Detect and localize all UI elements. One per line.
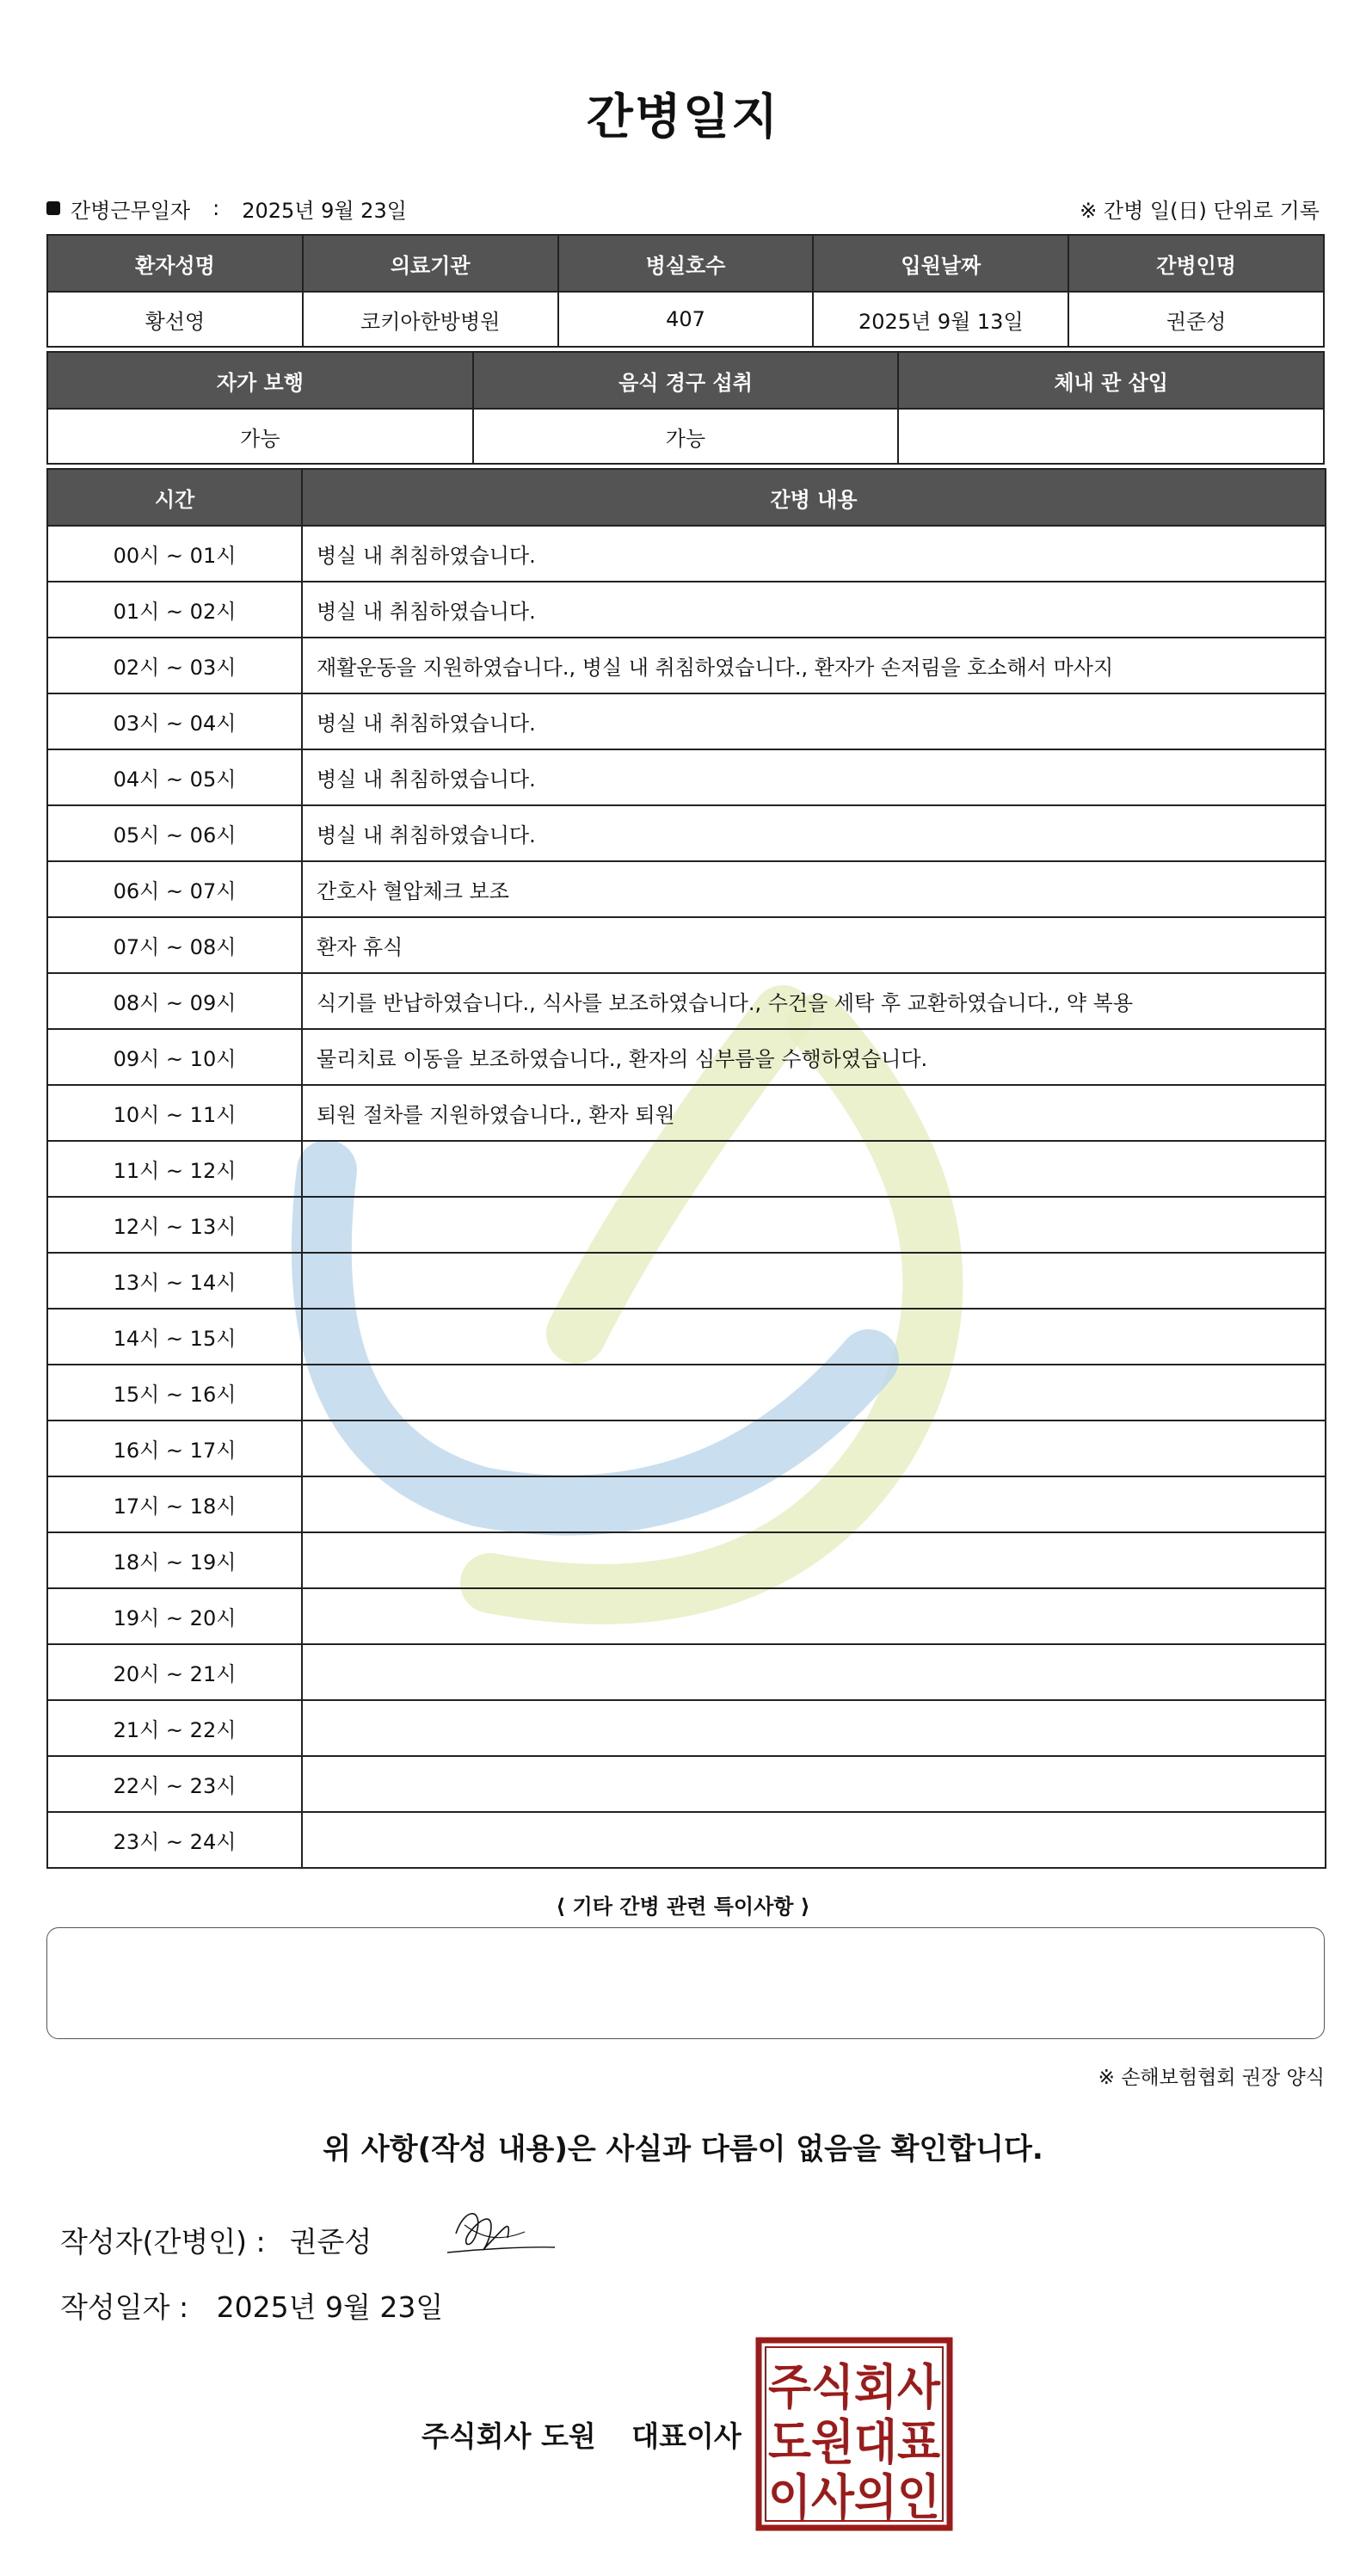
care-log-row xyxy=(47,1700,1326,1756)
care-log-content: 병실 내 취침하였습니다. xyxy=(302,749,1326,805)
care-log-time: 03시 ~ 04시 xyxy=(47,693,302,749)
header-time: 시간 xyxy=(47,469,302,526)
seal-text-line: 도원대표 xyxy=(768,2415,940,2471)
bullet-square-icon xyxy=(46,201,60,215)
care-log-row xyxy=(47,1197,1326,1253)
care-log-time: 07시 ~ 08시 xyxy=(47,917,302,973)
care-log-content: 병실 내 취침하였습니다. xyxy=(302,693,1326,749)
care-log-row xyxy=(47,638,1326,693)
care-log-time: 04시 ~ 05시 xyxy=(47,749,302,805)
care-log-table xyxy=(46,468,1326,1869)
company-seal-stamp xyxy=(755,2337,953,2531)
care-log-content: 물리치료 이동을 보조하였습니다., 환자의 심부름을 수행하였습니다. xyxy=(302,1029,1326,1085)
header-patient-name: 환자성명 xyxy=(47,235,303,292)
company-signature-line xyxy=(421,2414,741,2455)
care-log-content xyxy=(302,1309,1326,1365)
care-log-row xyxy=(47,805,1326,861)
care-log-body xyxy=(47,526,1326,1868)
care-log-time: 22시 ~ 23시 xyxy=(47,1756,302,1812)
care-log-content: 간호사 혈압체크 보조 xyxy=(302,861,1326,917)
header-admission-date: 입원날짜 xyxy=(813,235,1068,292)
recommended-form-note: ※ 손해보험협회 권장 양식 xyxy=(1098,2067,1325,2089)
care-log-content: 환자 휴식 xyxy=(302,917,1326,973)
care-log-time: 18시 ~ 19시 xyxy=(47,1532,302,1588)
care-log-row xyxy=(47,973,1326,1029)
care-log-content xyxy=(302,1588,1326,1644)
care-log-header-row xyxy=(47,469,1326,526)
care-log-content xyxy=(302,1141,1326,1197)
written-date-value: 2025년 9월 23일 xyxy=(216,2290,444,2324)
company-name: 주식회사 도원 xyxy=(421,2419,596,2453)
document-title: 간병일지 xyxy=(586,89,780,145)
daily-record-note: ※ 간병 일(日) 단위로 기록 xyxy=(1080,198,1320,223)
company-title: 대표이사 xyxy=(631,2419,741,2453)
seal-text-line: 이사의인 xyxy=(768,2470,940,2526)
value-room-number: 407 xyxy=(558,292,814,347)
care-log-row xyxy=(47,1085,1326,1141)
work-date-row xyxy=(46,193,1320,224)
care-log-row xyxy=(47,1309,1326,1365)
patient-info-table xyxy=(46,234,1325,348)
writer-row xyxy=(60,2220,372,2260)
care-log-time: 19시 ~ 20시 xyxy=(47,1588,302,1644)
care-log-content xyxy=(302,1420,1326,1476)
care-log-content: 병실 내 취침하였습니다. xyxy=(302,805,1326,861)
care-log-time: 06시 ~ 07시 xyxy=(47,861,302,917)
care-log-time: 02시 ~ 03시 xyxy=(47,638,302,693)
care-log-content xyxy=(302,1644,1326,1700)
care-log-content xyxy=(302,1365,1326,1420)
care-log-time: 13시 ~ 14시 xyxy=(47,1253,302,1309)
care-log-content xyxy=(302,1700,1326,1756)
header-hospital: 의료기관 xyxy=(303,235,558,292)
care-log-time: 21시 ~ 22시 xyxy=(47,1700,302,1756)
header-room-number: 병실호수 xyxy=(558,235,814,292)
care-log-row xyxy=(47,1812,1326,1868)
care-log-content xyxy=(302,1197,1326,1253)
value-caregiver-name: 권준성 xyxy=(1068,292,1324,347)
care-log-row xyxy=(47,1365,1326,1420)
care-log-row xyxy=(47,582,1326,638)
care-log-content xyxy=(302,1253,1326,1309)
value-self-walking: 가능 xyxy=(47,409,473,464)
care-log-content: 퇴원 절차를 지원하였습니다., 환자 퇴원 xyxy=(302,1085,1326,1141)
care-log-row xyxy=(47,1253,1326,1309)
seal-text-line: 주식회사 xyxy=(768,2360,941,2416)
care-log-time: 17시 ~ 18시 xyxy=(47,1476,302,1532)
care-log-content xyxy=(302,1756,1326,1812)
care-log-row xyxy=(47,693,1326,749)
care-log-time: 09시 ~ 10시 xyxy=(47,1029,302,1085)
patient-status-value-row xyxy=(47,409,1324,464)
care-log-row xyxy=(47,917,1326,973)
patient-info-header-row xyxy=(47,235,1324,292)
writer-label: 작성자(간병인) : xyxy=(60,2225,266,2259)
remarks-title: ⟨ 기타 간병 관련 특이사항 ⟩ xyxy=(556,1895,810,1919)
care-log-time: 20시 ~ 21시 xyxy=(47,1644,302,1700)
care-log-time: 16시 ~ 17시 xyxy=(47,1420,302,1476)
work-date-label: 간병근무일자 xyxy=(71,198,191,223)
care-log-row xyxy=(47,1532,1326,1588)
value-hospital: 코키아한방병원 xyxy=(303,292,558,347)
care-log-time: 23시 ~ 24시 xyxy=(47,1812,302,1868)
confirmation-statement: 위 사항(작성 내용)은 사실과 다름이 없음을 확인합니다. xyxy=(323,2132,1043,2166)
written-date-row xyxy=(60,2285,443,2326)
care-log-time: 08시 ~ 09시 xyxy=(47,973,302,1029)
care-log-content xyxy=(302,1532,1326,1588)
care-log-content: 재활운동을 지원하였습니다., 병실 내 취침하였습니다., 환자가 손저림을 호소해서 마사지 xyxy=(302,638,1326,693)
care-log-row xyxy=(47,1141,1326,1197)
care-log-row xyxy=(47,1644,1326,1700)
header-care-content: 간병 내용 xyxy=(302,469,1326,526)
patient-status-table xyxy=(46,351,1325,465)
care-log-time: 01시 ~ 02시 xyxy=(47,582,302,638)
header-self-walking: 자가 보행 xyxy=(47,352,473,409)
work-date-separator: : xyxy=(212,196,220,220)
value-patient-name: 황선영 xyxy=(47,292,303,347)
care-log-content xyxy=(302,1476,1326,1532)
care-log-row xyxy=(47,749,1326,805)
patient-info-value-row xyxy=(47,292,1324,347)
care-log-time: 11시 ~ 12시 xyxy=(47,1141,302,1197)
care-log-row xyxy=(47,526,1326,582)
care-log-content: 병실 내 취침하였습니다. xyxy=(302,526,1326,582)
value-oral-intake: 가능 xyxy=(473,409,899,464)
care-log-row xyxy=(47,861,1326,917)
care-log-row xyxy=(47,1756,1326,1812)
care-log-time: 10시 ~ 11시 xyxy=(47,1085,302,1141)
writer-name: 권준성 xyxy=(289,2225,372,2259)
care-log-content xyxy=(302,1812,1326,1868)
value-admission-date: 2025년 9월 13일 xyxy=(813,292,1068,347)
care-log-content: 병실 내 취침하였습니다. xyxy=(302,582,1326,638)
care-log-content: 식기를 반납하였습니다., 식사를 보조하였습니다., 수건을 세탁 후 교환하였습니다., 약 복용 xyxy=(302,973,1326,1029)
care-log-row xyxy=(47,1476,1326,1532)
care-log-row xyxy=(47,1588,1326,1644)
work-date-value: 2025년 9월 23일 xyxy=(242,198,407,223)
header-caregiver-name: 간병인명 xyxy=(1068,235,1324,292)
header-oral-intake: 음식 경구 섭취 xyxy=(473,352,899,409)
care-log-row xyxy=(47,1029,1326,1085)
care-log-time: 15시 ~ 16시 xyxy=(47,1365,302,1420)
patient-status-header-row xyxy=(47,352,1324,409)
remarks-box xyxy=(46,1927,1325,2039)
care-log-time: 00시 ~ 01시 xyxy=(47,526,302,582)
value-tube-insertion xyxy=(898,409,1324,464)
care-log-time: 05시 ~ 06시 xyxy=(47,805,302,861)
signature-image xyxy=(430,2199,559,2268)
header-tube-insertion: 체내 관 삽입 xyxy=(898,352,1324,409)
care-log-time: 14시 ~ 15시 xyxy=(47,1309,302,1365)
care-log-row xyxy=(47,1420,1326,1476)
written-date-label: 작성일자 : xyxy=(60,2290,189,2324)
care-log-time: 12시 ~ 13시 xyxy=(47,1197,302,1253)
